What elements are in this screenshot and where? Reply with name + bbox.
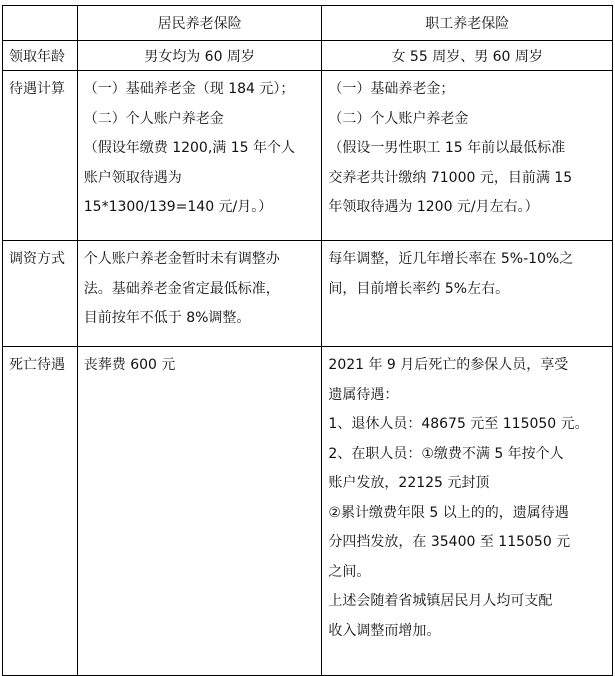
table-row-death-benefit	[3, 347, 613, 676]
table-row-benefit-calculation	[3, 71, 613, 241]
resident-cell	[77, 71, 322, 241]
row-label: 领取年龄	[3, 41, 78, 71]
cell-line: 遗属待遇：	[328, 386, 399, 403]
cell-line: （一）基础养老金；	[328, 81, 455, 97]
cell-line: （一）基础养老金（现 184 元）；	[83, 81, 295, 97]
cell-line: 上述会随着省城镇居民月人均可支配	[328, 593, 553, 609]
cell-line: 收入调整而增加。	[328, 622, 441, 639]
table-row-adjustment-method	[3, 241, 613, 347]
resident-cell: 男女均为 60 周岁	[77, 41, 322, 71]
table-row-claim-age	[3, 41, 613, 71]
resident-cell	[77, 241, 322, 347]
cell-line: 1、退休人员：48675 元至 115050 元。	[328, 416, 589, 432]
cell-line: 分四挡发放，在 35400 至 115050 元	[328, 534, 571, 550]
cell-line: 每年调整，近几年增长率在 5%-10%之	[328, 251, 574, 267]
cell-line: （二）个人账户养老金	[83, 110, 224, 127]
cell-line: 年领取待遇为 1200 元/月左右。）	[328, 199, 539, 215]
header-resident-pension: 居民养老保险	[77, 6, 322, 41]
header-employee-pension: 职工养老保险	[322, 6, 613, 41]
header-empty	[3, 6, 78, 41]
cell-line: 丧葬费 600 元	[83, 357, 176, 373]
employee-cell: 女 55 周岁、男 60 周岁	[322, 41, 613, 71]
row-label	[3, 241, 78, 347]
employee-cell	[322, 71, 613, 241]
employee-cell	[322, 241, 613, 347]
row-label	[3, 347, 78, 676]
cell-line: ②累计缴费年限 5 以上的的，遗属待遇	[328, 504, 569, 521]
cell-line: 目前按年不低于 8%调整。	[83, 310, 251, 326]
cell-line: （假设一男性职工 15 年前以最低标准	[328, 140, 566, 156]
cell-line: 15*1300/139=140 元/月。）	[83, 199, 273, 215]
header-row	[3, 6, 613, 41]
row-label-text: 死亡待遇	[9, 357, 65, 373]
cell-line: （假设年缴费 1200,满 15 年个人	[83, 140, 296, 156]
row-label-text: 调资方式	[9, 251, 65, 267]
employee-cell	[322, 347, 613, 676]
cell-line: 间，目前增长率约 5%左右。	[328, 280, 510, 297]
resident-cell	[77, 347, 322, 676]
cell-line: 账户领取待遇为	[83, 169, 182, 186]
cell-line: 2021 年 9 月后死亡的参保人员，享受	[328, 357, 569, 373]
row-label-text: 待遇计算	[9, 81, 65, 97]
cell-line: 法。基础养老金省定最低标准，	[83, 280, 280, 297]
cell-line: 2、在职人员：①缴费不满 5 年按个人	[328, 445, 564, 462]
row-label	[3, 71, 78, 241]
cell-line: （二）个人账户养老金	[328, 110, 469, 127]
cell-line: 账户发放，22125 元封顶	[328, 475, 490, 491]
cell-line: 交养老共计缴纳 71000 元，目前满 15	[328, 169, 573, 186]
cell-line: 之间。	[328, 563, 371, 580]
pension-comparison-table	[2, 5, 613, 676]
cell-line: 个人账户养老金暂时未有调整办	[83, 251, 280, 267]
